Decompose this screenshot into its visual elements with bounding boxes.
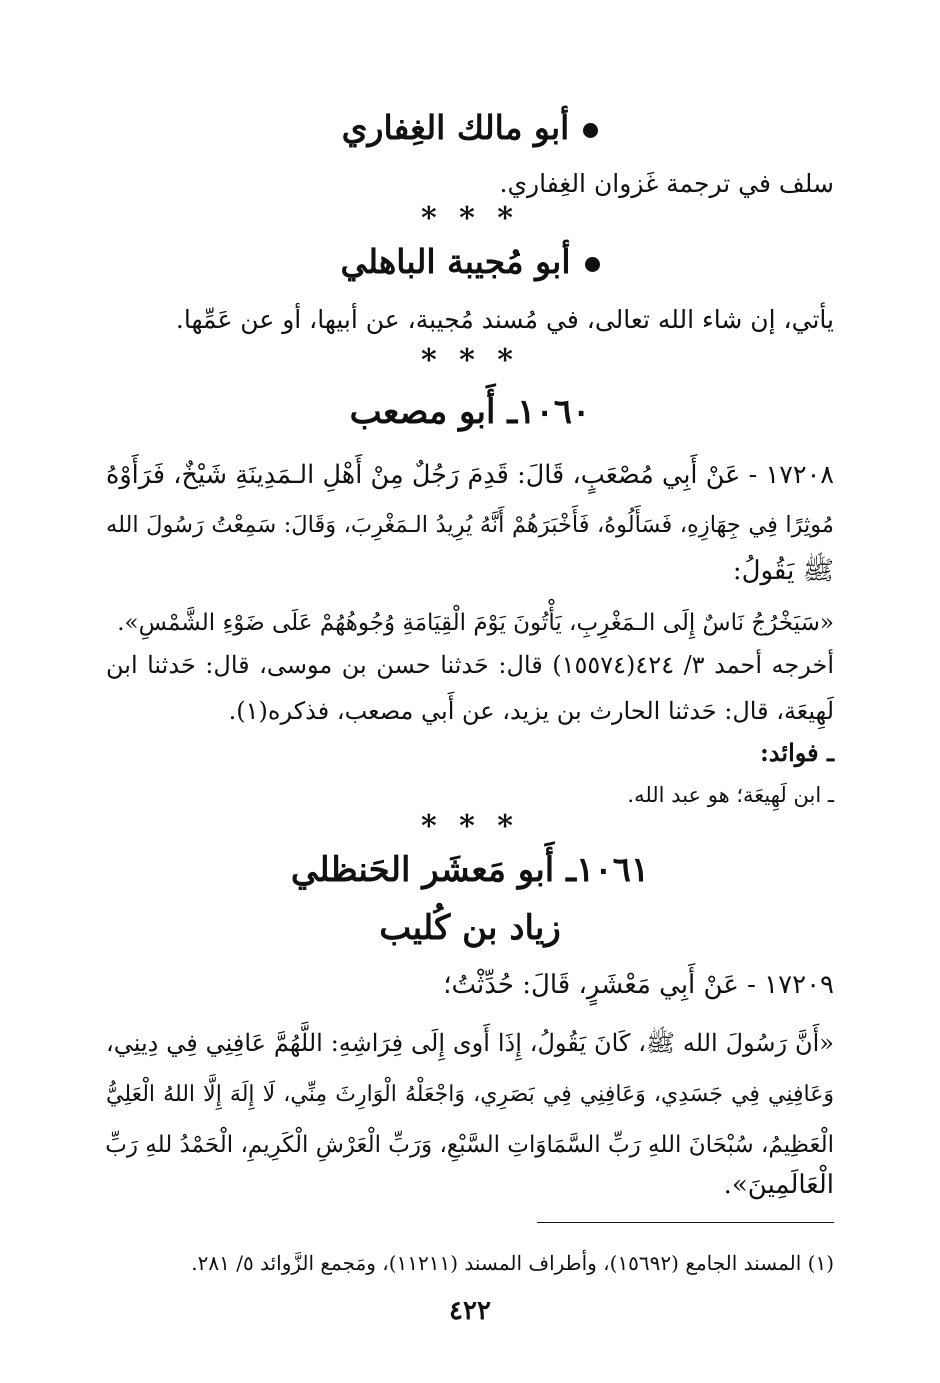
hadith-line: ١٧٢٠٩ - عَنْ أَبِي مَعْشَرٍ، قَالَ: حُدِّثْتُ؛ xyxy=(443,970,834,1000)
hadith-line: ﷺ يَقُولُ: xyxy=(732,556,834,586)
hadith-quote: «سَيَخْرُجُ نَاسٌ إِلَى الـمَغْرِبِ، يَأْتُونَ يَوْمَ الْقِيَامَةِ وُجُوهُهُمْ عَلَى ضَوْءِ الشَّمْسِ». xyxy=(117,610,834,636)
entry-heading-abu-malik xyxy=(0,108,940,147)
entry-heading-abu-mujiba xyxy=(0,242,940,281)
section-title-1060: ١٠٦٠ـ أَبو مصعب xyxy=(349,392,591,432)
separator-stars: * * * xyxy=(421,809,519,844)
hadith-line: الْعَظِيمُ، سُبْحَانَ اللهِ رَبِّ السَّمَاوَاتِ السَّبْعِ، وَرَبِّ الْعَرْشِ الْكَرِيمِ، الْحَمْدُ للهِ رَبِّ xyxy=(105,1132,834,1158)
bullet-icon xyxy=(585,242,600,281)
separator-stars: * * * xyxy=(421,343,519,378)
footnote-separator xyxy=(537,1222,834,1223)
page-number: ٤٢٢ xyxy=(449,1296,491,1326)
hadith-line: ١٧٢٠٨ - عَنْ أَبِي مُصْعَبٍ، قَالَ: قَدِمَ رَجُلٌ مِنْ أَهْلِ الـمَدِينَةِ شَيْخٌ، فَرَأَوْهُ xyxy=(106,460,834,490)
section-title-1061: ١٠٦١ـ أَبو مَعشَر الحَنظلي xyxy=(290,850,650,890)
section-subtitle-1061: زياد بن كُليب xyxy=(379,908,561,948)
hadith-line: مُوثِرًا فِي جِهَازِهِ، فَسَأَلُوهُ، فَأَخْبَرَهُمْ أَنَّهُ يُرِيدُ الـمَغْرِبَ، وَقَالَ: سَمِعْتُ رَسُولَ الله xyxy=(106,512,834,538)
benefits-heading: ـ فوائد: xyxy=(759,738,834,767)
entry-note-abu-mujiba: يأتي، إن شاء الله تعالى، في مُسند مُجيبة، عن أبيها، أو عن عَمِّها. xyxy=(175,305,834,334)
hadith-line: وَعَافِنِي فِي جَسَدِي، وَعَافِنِي فِي بَصَرِي، وَاجْعَلْهُ الْوَارِثَ مِنِّي، لَا إِلَهَ إِلَّا اللهُ الْعَلِيُّ xyxy=(106,1082,834,1107)
entry-heading-text: أبو مالك الغِفاري xyxy=(341,108,570,147)
entry-note-abu-malik: سلف في ترجمة غَزوان الغِفاري. xyxy=(499,169,834,198)
takhrij-line: لَهِيعَة، قال: حَدثنا الحارث بن يزيد، عن أَبي مصعب، فذكره(١). xyxy=(228,697,834,725)
hadith-line: الْعَالَمِينَ». xyxy=(723,1170,834,1200)
benefit-note: ـ ابن لَهِيعَة؛ هو عبد الله. xyxy=(627,783,834,807)
separator-stars: * * * xyxy=(421,201,519,236)
hadith-line: «أَنَّ رَسُولَ الله ﷺ، كَانَ يَقُولُ، إِذَا أَوى إِلَى فِرَاشِهِ: اللَّهُمَّ عَافِنِي فِي دِينِي، xyxy=(106,1029,834,1057)
footnote: (١) المسند الجامع (١٥٦٩٢)، وأطراف المسند (١١٢١١)، ومَجمع الزَّوائد ٥/ ٢٨١. xyxy=(191,1251,834,1275)
bullet-icon xyxy=(583,108,598,147)
entry-heading-text: أبو مُجيبة الباهلي xyxy=(340,242,571,281)
takhrij-line: أخرجه أحمد ٣/ ٤٢٤(١٥٥٧٤) قال: حَدثنا حسن بن موسى، قال: حَدثنا ابن xyxy=(106,651,835,679)
